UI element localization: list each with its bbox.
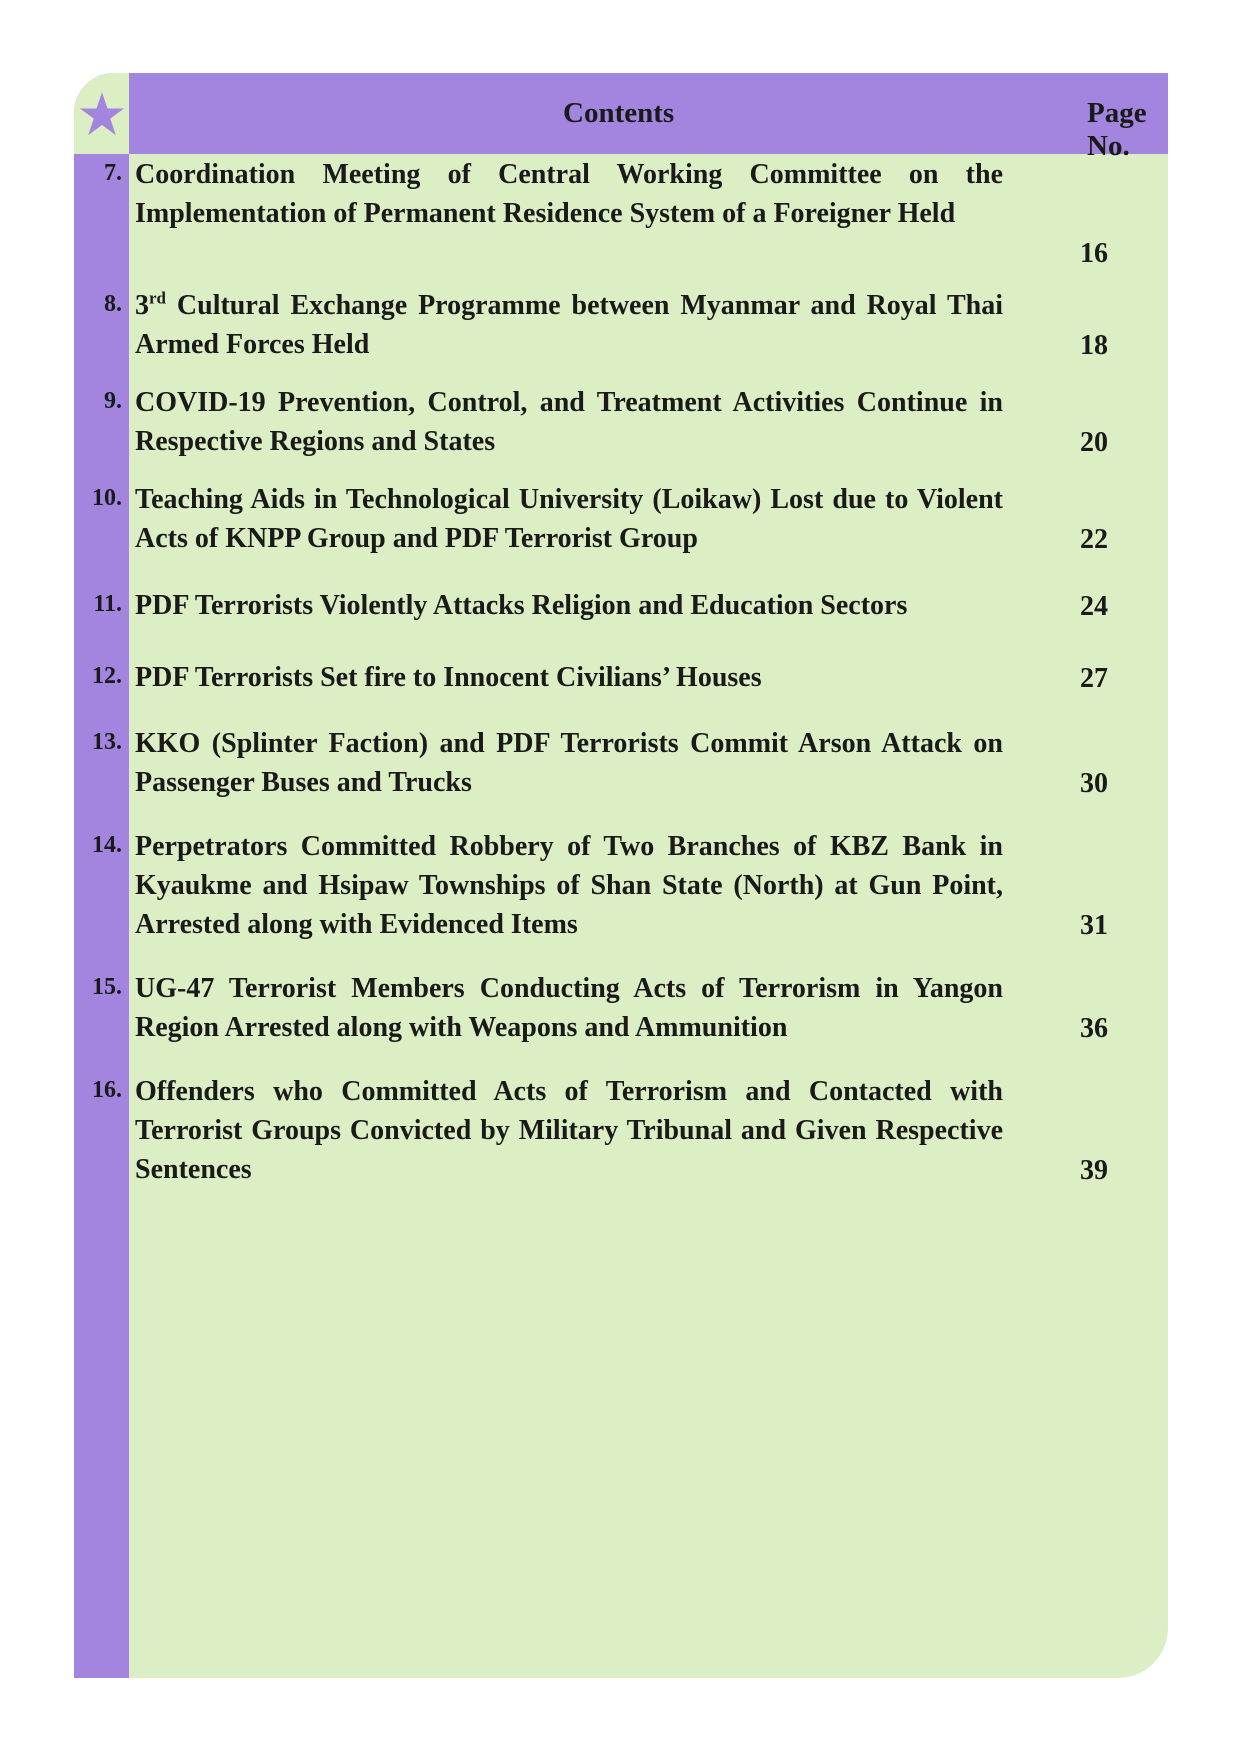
entry-title: PDF Terrorists Violently Attacks Religion and Education Sectors bbox=[135, 590, 908, 621]
entry-title: COVID-19 Prevention, Control, and Treatment Activities Continue in Respective Regions and States bbox=[135, 387, 1003, 457]
entry-title: Coordination Meeting of Central Working Committee on the Implementation of Permanent Residence System of a Foreigner Held bbox=[135, 159, 1003, 229]
toc-entry bbox=[74, 286, 1168, 365]
entry-page: 30 bbox=[1080, 768, 1108, 799]
entry-number: 12. bbox=[92, 663, 122, 689]
entry-title-text: Cultural Exchange Programme between Myanmar and Royal Thai Armed Forces Held bbox=[135, 290, 1003, 360]
entry-page: 31 bbox=[1080, 910, 1108, 941]
entry-title-ordinal: 3 bbox=[135, 290, 149, 321]
toc-entry bbox=[74, 586, 1168, 626]
toc-entry bbox=[74, 724, 1168, 803]
entry-page: 39 bbox=[1080, 1155, 1108, 1186]
contents-panel bbox=[74, 73, 1168, 1678]
toc-entry bbox=[74, 969, 1168, 1048]
entry-title: PDF Terrorists Set fire to Innocent Civilians’ Houses bbox=[135, 662, 762, 693]
entry-title-ordinal-suffix: rd bbox=[149, 288, 166, 308]
star-cell bbox=[74, 73, 129, 154]
entry-page: 36 bbox=[1080, 1013, 1108, 1044]
page-no-heading: Page No. bbox=[1087, 97, 1147, 162]
entry-page: 18 bbox=[1080, 330, 1108, 361]
entry-title: Perpetrators Committed Robbery of Two Branches of KBZ Bank in Kyaukme and Hsipaw Townships of Shan State (North) at Gun Point, Arrested along with Evidenced Items bbox=[135, 831, 1003, 940]
entry-page: 16 bbox=[1080, 238, 1108, 269]
entry-page: 27 bbox=[1080, 663, 1108, 694]
toc-entry bbox=[74, 1072, 1168, 1190]
contents-header bbox=[129, 73, 1168, 162]
entry-title: UG-47 Terrorist Members Conducting Acts of Terrorism in Yangon Region Arrested along with Weapons and Ammunition bbox=[135, 973, 1003, 1043]
toc-entry bbox=[74, 480, 1168, 559]
toc-entry bbox=[74, 383, 1168, 462]
entry-title: KKO (Splinter Faction) and PDF Terrorists Commit Arson Attack on Passenger Buses and Trucks bbox=[135, 728, 1003, 798]
entry-title: Offenders who Committed Acts of Terrorism and Contacted with Terrorist Groups Convicted by Military Tribunal and Given Respective Sentences bbox=[135, 1076, 1003, 1185]
toc-entry bbox=[74, 658, 1168, 698]
entry-number: 11. bbox=[93, 591, 122, 617]
entry-number: 9. bbox=[104, 388, 122, 414]
entry-title: Teaching Aids in Technological University (Loikaw) Lost due to Violent Acts of KNPP Group and PDF Terrorist Group bbox=[135, 484, 1003, 554]
entry-number: 10. bbox=[92, 485, 122, 511]
contents-heading: Contents bbox=[563, 97, 675, 129]
entry-number: 16. bbox=[92, 1077, 122, 1103]
entry-title bbox=[135, 286, 1003, 364]
entry-page: 22 bbox=[1080, 524, 1108, 555]
entry-number: 7. bbox=[104, 160, 122, 186]
entry-page: 24 bbox=[1080, 591, 1108, 622]
entry-number: 13. bbox=[92, 729, 122, 755]
entry-number: 14. bbox=[92, 832, 122, 858]
entry-number: 15. bbox=[92, 974, 122, 1000]
entry-number: 8. bbox=[104, 291, 122, 317]
entry-page: 20 bbox=[1080, 427, 1108, 458]
star-icon bbox=[79, 91, 125, 137]
toc-entry bbox=[74, 827, 1168, 945]
toc-entry bbox=[74, 155, 1168, 273]
